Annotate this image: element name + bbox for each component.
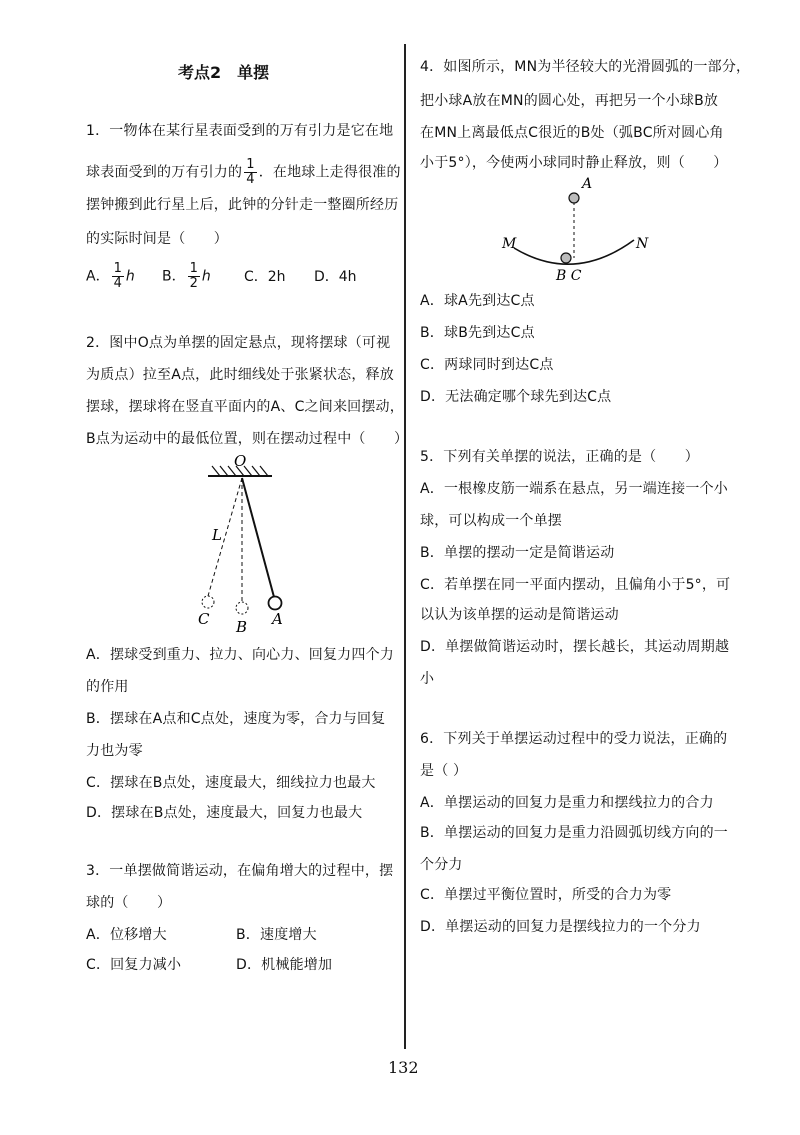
q1-fraction: $\frac{1}{4}$ xyxy=(246,157,255,187)
q6-option-d[interactable]: D．单摆运动的回复力是摆线拉力的一个分力 xyxy=(420,919,701,935)
label-bc: B C xyxy=(556,268,582,284)
q5-option-d-line1[interactable]: D．单摆做简谐运动时，摆长越长，其运动周期越 xyxy=(420,639,730,655)
q6-line1: 6．下列关于单摆运动过程中的受力说法，正确的 xyxy=(420,731,728,747)
q1-option-d[interactable]: D．4h xyxy=(314,269,357,285)
q2-option-c[interactable]: C．摆球在B点处，速度最大，细线拉力也最大 xyxy=(86,775,376,791)
arc-figure xyxy=(500,172,660,284)
q2-option-b-line2: 力也为零 xyxy=(86,743,143,759)
q5-option-a-line1[interactable]: A．一根橡皮筋一端系在悬点，另一端连接一个小 xyxy=(420,481,728,497)
label-l: L xyxy=(212,526,222,544)
q4-line4: 小于5°），今使两小球同时静止释放，则（ ） xyxy=(420,155,728,171)
q5-line1: 5．下列有关单摆的说法，正确的是（ ） xyxy=(420,449,699,465)
ball-a xyxy=(269,597,282,610)
q3-line1: 3．一单摆做简谐运动，在偏角增大的过程中，摆 xyxy=(86,863,394,879)
ball-c xyxy=(202,596,214,608)
q4-line1: 4．如图所示，MN为半径较大的光滑圆弧的一部分， xyxy=(420,59,751,75)
label-o: O xyxy=(234,452,247,470)
q3-line2: 球的（ ） xyxy=(86,895,172,911)
q3-option-c[interactable]: C．回复力减小 xyxy=(86,957,182,973)
q1-option-c[interactable]: C．2h xyxy=(244,269,286,285)
q1-option-a[interactable]: A． $\frac{1}{4}$ h xyxy=(86,261,135,291)
q4-option-c[interactable]: C．两球同时到达C点 xyxy=(420,357,554,373)
q1-line3: 摆钟搬到此行星上后，此钟的分针走一整圈所经历 xyxy=(86,197,399,213)
column-divider xyxy=(404,44,406,1049)
q6-option-c[interactable]: C．单摆过平衡位置时，所受的合力为零 xyxy=(420,887,672,903)
q3-option-d[interactable]: D．机械能增加 xyxy=(236,957,333,973)
string-to-a xyxy=(242,478,274,597)
q1-option-b[interactable]: B． $\frac{1}{2}$ h xyxy=(162,261,211,291)
q1-line1: 1．一物体在某行星表面受到的万有引力是它在地 xyxy=(86,123,394,139)
q6-option-a[interactable]: A．单摆运动的回复力是重力和摆线拉力的合力 xyxy=(420,795,714,811)
q4-line3: 在MN上离最低点C很近的B处（弧BC所对圆心角 xyxy=(420,125,724,141)
label-n: N xyxy=(636,236,649,252)
q2-line3: 摆球，摆球将在竖直平面内的A、C之间来回摆动， xyxy=(86,399,404,415)
q5-option-c-line1[interactable]: C．若单摆在同一平面内摆动，且偏角小于5°，可 xyxy=(420,577,731,593)
q2-line4: B点为运动中的最低位置，则在摆动过程中（ ） xyxy=(86,431,409,447)
q1-line2: 球表面受到的万有引力的 $\frac{1}{4}$ ．在地球上走得很准的 xyxy=(86,157,401,187)
q4-option-a[interactable]: A．球A先到达C点 xyxy=(420,293,535,309)
q2-line1: 2．图中O点为单摆的固定悬点，现将摆球（可视 xyxy=(86,335,391,351)
q6-option-b-line1[interactable]: B．单摆运动的回复力是重力沿圆弧切线方向的一 xyxy=(420,825,729,841)
q6-option-b-line2: 个分力 xyxy=(420,857,463,873)
q4-option-b[interactable]: B．球B先到达C点 xyxy=(420,325,535,341)
label-c: C xyxy=(198,610,210,628)
q5-option-c-line2: 以认为该单摆的运动是简谐运动 xyxy=(420,607,619,623)
label-b: B xyxy=(236,618,248,636)
q2-option-d[interactable]: D．摆球在B点处，速度最大，回复力也最大 xyxy=(86,805,363,821)
q2-option-a-line2: 的作用 xyxy=(86,679,129,695)
q2-option-b-line1[interactable]: B．摆球在A点和C点处，速度为零，合力与回复 xyxy=(86,711,386,727)
q5-option-a-line2: 球，可以构成一个单摆 xyxy=(420,513,562,529)
q5-option-d-line2: 小 xyxy=(420,671,435,687)
ball-a-top xyxy=(569,193,579,203)
q4-line2: 把小球A放在MN的圆心处，再把另一个小球B放 xyxy=(420,93,719,109)
q2-line2: 为质点）拉至A点，此时细线处于张紧状态，释放 xyxy=(86,367,394,383)
ball-b-arc xyxy=(561,253,571,263)
q3-option-b[interactable]: B．速度增大 xyxy=(236,927,317,943)
ball-b xyxy=(236,602,248,614)
label-a-top: A xyxy=(582,176,593,192)
section-title: 考点2 单摆 xyxy=(178,63,270,82)
label-a: A xyxy=(272,610,283,628)
label-m: M xyxy=(502,236,517,252)
pendulum-figure xyxy=(190,452,310,637)
q4-option-d[interactable]: D．无法确定哪个球先到达C点 xyxy=(420,389,612,405)
q5-option-b[interactable]: B．单摆的摆动一定是简谐运动 xyxy=(420,545,615,561)
q6-line2: 是（ ） xyxy=(420,763,468,779)
page-number: 132 xyxy=(388,1058,419,1077)
q2-option-a-line1[interactable]: A．摆球受到重力、拉力、向心力、回复力四个力 xyxy=(86,647,394,663)
q3-option-a[interactable]: A．位移增大 xyxy=(86,927,167,943)
q1-line4: 的实际时间是（ ） xyxy=(86,231,228,247)
